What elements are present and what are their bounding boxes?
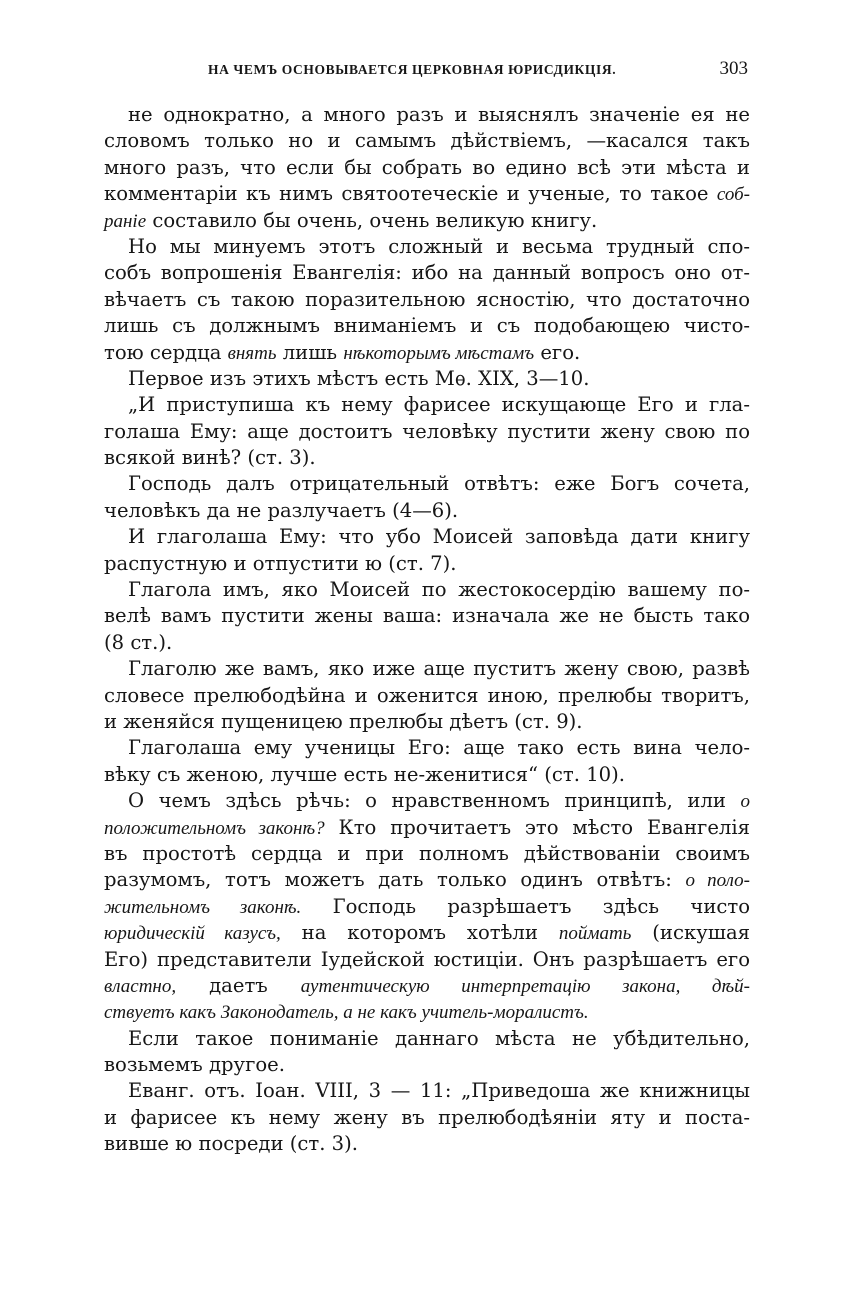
text-line	[104, 920, 750, 946]
emphasis-text: о поло-	[685, 870, 751, 892]
text-line	[104, 128, 750, 154]
text-run: вѣчаетъ съ такою поразительною ясностію, что достаточно	[104, 287, 750, 311]
text-run: вѣку съ женою, лучше есть не-женитися“ (ст. 10).	[104, 762, 625, 786]
text-line	[104, 1105, 750, 1131]
text-line	[104, 471, 750, 497]
text-line	[104, 181, 750, 207]
text-line	[104, 841, 750, 867]
running-header	[104, 58, 750, 84]
text-line	[104, 1078, 750, 1104]
text-line	[104, 155, 750, 181]
emphasis-text: поймать	[558, 923, 632, 945]
text-line	[104, 1052, 750, 1078]
text-line	[104, 287, 750, 313]
text-run: Первое изъ этихъ мѣстъ есть Мѳ. XIX, 3—10.	[128, 366, 590, 390]
text-run: Глаголаша ему ученицы Его: аще тако есть вина чело-	[128, 736, 750, 760]
running-title: НА ЧЕМЪ ОСНОВЫВАЕТСЯ ЦЕРКОВНАЯ ЮРИСДИКЦІЯ.	[208, 62, 617, 77]
text-run: Но мы минуемъ этотъ сложный и весьма трудный спо-	[128, 234, 750, 258]
text-line	[104, 260, 750, 286]
text-line	[104, 366, 750, 392]
text-run: вивше ю посреди (ст. 3).	[104, 1132, 359, 1156]
text-run: велѣ вамъ пустити жены ваша: изначала же не бысть тако	[104, 604, 750, 628]
emphasis-text: юридическій казусъ,	[104, 923, 281, 945]
paragraph	[104, 788, 750, 1026]
text-run: и женяйся пущеницею прелюбы дѣетъ (ст. 9).	[104, 709, 583, 733]
text-run: его.	[534, 340, 581, 364]
text-run: распустную и отпустити ю (ст. 7).	[104, 551, 457, 575]
text-line	[104, 392, 750, 418]
text-run: Еванг. отъ. Іоан. VIII, 3 — 11: „Приведоша же книжницы	[128, 1079, 750, 1103]
text-run: (8 ст.).	[104, 630, 173, 654]
text-run: О чемъ здѣсь рѣчь: о нравственномъ принципѣ, или	[128, 789, 741, 813]
emphasis-text: внять	[227, 342, 277, 364]
text-line	[104, 894, 750, 920]
text-run: возьмемъ другое.	[104, 1053, 285, 1077]
paragraph	[104, 1078, 750, 1157]
text-line	[104, 419, 750, 445]
text-line	[104, 656, 750, 682]
paragraph	[104, 471, 750, 524]
emphasis-text: положительномъ законѣ?	[104, 817, 325, 839]
text-line	[104, 735, 750, 761]
text-line	[104, 498, 750, 524]
paragraph	[104, 524, 750, 577]
text-line	[104, 445, 750, 471]
paragraph	[104, 1026, 750, 1079]
text-run: лишь	[276, 340, 344, 364]
text-line	[104, 973, 750, 999]
text-line	[104, 340, 750, 366]
text-run: лишь съ должнымъ вниманіемъ и съ подобающею чисто-	[104, 314, 750, 338]
text-run: „И приступиша къ нему фарисее искущающе Его и гла-	[128, 393, 750, 417]
text-line	[104, 788, 750, 814]
text-line	[104, 603, 750, 629]
emphasis-text: жительномъ законѣ.	[104, 896, 302, 918]
text-run: Господь далъ отрицательный отвѣтъ: еже Богъ сочета,	[128, 472, 750, 496]
paragraph	[104, 735, 750, 788]
text-line	[104, 630, 750, 656]
paragraph	[104, 366, 750, 392]
emphasis-text: властно,	[104, 975, 177, 997]
paragraph	[104, 392, 750, 471]
body-text	[104, 102, 750, 1158]
text-line	[104, 867, 750, 893]
text-line	[104, 234, 750, 260]
text-line	[104, 524, 750, 550]
text-line	[104, 709, 750, 735]
text-line	[104, 815, 750, 841]
text-run: (искушая	[631, 921, 750, 945]
emphasis-text: аутентическую интерпретацію закона, дѣй-	[300, 975, 751, 997]
text-line	[104, 1131, 750, 1157]
text-run: Кто прочитаетъ это мѣсто Евангелія	[324, 815, 750, 839]
text-run: разумомъ, тотъ можетъ дать только одинъ отвѣтъ:	[104, 868, 686, 892]
text-run: составило бы очень, очень великую книгу.	[146, 208, 598, 232]
text-line	[104, 102, 750, 128]
paragraph	[104, 656, 750, 735]
text-run: Глагола имъ, яко Моисей по жестокосердію вашему по-	[128, 578, 750, 602]
text-line	[104, 947, 750, 973]
text-line	[104, 999, 750, 1025]
paragraph	[104, 577, 750, 656]
paragraph	[104, 102, 750, 234]
text-run: всякой винѣ? (ст. 3).	[104, 446, 316, 470]
text-run: собъ вопрошенія Евангелія: ибо на данный вопросъ оно от-	[104, 261, 750, 285]
text-run: И глаголаша Ему: что убо Моисей заповѣда дати книгу	[128, 525, 750, 549]
text-run: голаша Ему: аще достоитъ человѣку пустити жену свою по	[104, 419, 750, 443]
text-run: и фарисее къ нему жену въ прелюбодѣяніи яту и поста-	[104, 1105, 750, 1129]
text-run: словомъ только но и самымъ дѣйствіемъ, —касался такъ	[104, 129, 750, 153]
text-run: словесе прелюбодѣйна и оженится иною, прелюбы творитъ,	[104, 683, 750, 707]
text-line	[104, 313, 750, 339]
text-run: Глаголю же вамъ, яко иже аще пуститъ жену свою, развѣ	[128, 657, 750, 681]
paragraph	[104, 234, 750, 366]
text-run: даетъ	[176, 973, 301, 997]
text-line	[104, 208, 750, 234]
text-run: въ простотѣ сердца и при полномъ дѣйствованіи своимъ	[104, 841, 750, 865]
text-line	[104, 683, 750, 709]
text-run: много разъ, что если бы собрать во едино всѣ эти мѣста и	[104, 155, 750, 179]
text-run: Если такое пониманіе даннаго мѣста не убѣдительно,	[128, 1026, 750, 1050]
text-line	[104, 1026, 750, 1052]
emphasis-text: о	[740, 791, 750, 813]
text-run: на которомъ хотѣли	[280, 921, 559, 945]
emphasis-text: нѣкоторымъ мѣстамъ	[343, 342, 535, 364]
emphasis-text: раніе	[104, 210, 147, 232]
text-line	[104, 762, 750, 788]
text-line	[104, 577, 750, 603]
page-number: 303	[719, 58, 748, 79]
text-run: человѣкъ да не разлучаетъ (4—6).	[104, 498, 459, 522]
text-run: не однократно, а много разъ и выяснялъ значеніе ея не	[128, 103, 750, 126]
text-run: Господь разрѣшаетъ здѣсь чисто	[301, 894, 750, 918]
text-run: Его) представители Іудейской юстиціи. Онъ разрѣшаетъ его	[104, 947, 750, 971]
text-run: комментаріи къ нимъ святоотеческіе и ученые, то такое	[104, 182, 717, 206]
emphasis-text: соб-	[716, 184, 750, 206]
emphasis-text: ствуетъ какъ Законодатель, а не какъ учитель-моралистъ.	[104, 1002, 589, 1024]
text-line	[104, 551, 750, 577]
text-run: тою сердца	[104, 340, 228, 364]
